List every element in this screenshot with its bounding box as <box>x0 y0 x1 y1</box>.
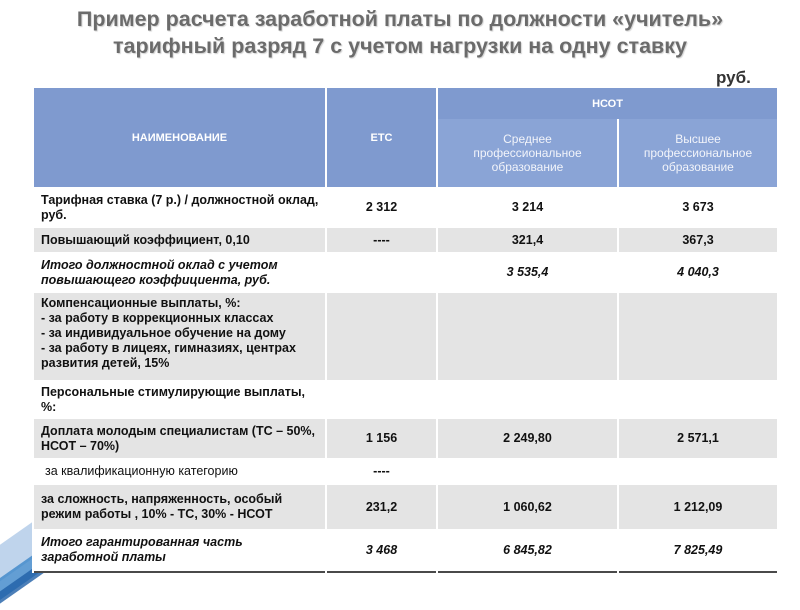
cell-etc: 3 468 <box>326 529 437 572</box>
row-label: Итого гарантированная часть заработной платы <box>33 529 326 572</box>
currency-unit: руб. <box>716 68 751 87</box>
cell-higher: 1 212,09 <box>618 485 778 529</box>
row-label: Персональные стимулирующие выплаты, %: <box>33 380 326 419</box>
cell-etc: ---- <box>326 228 437 252</box>
cell-secondary: 1 060,62 <box>437 485 618 529</box>
header-etc: ЕТС <box>326 88 437 187</box>
cell-etc: 1 156 <box>326 419 437 458</box>
cell-higher: 7 825,49 <box>618 529 778 572</box>
cell-etc: 231,2 <box>326 485 437 529</box>
row-label: Доплата молодым специалистам (ТС – 50%, НСОТ – 70%) <box>33 419 326 458</box>
table-row <box>33 228 778 252</box>
cell-secondary: 6 845,82 <box>437 529 618 572</box>
cell-higher: 367,3 <box>618 228 778 252</box>
cell-etc <box>326 293 437 380</box>
header-higher-education: Высшее профессиональное образование <box>618 119 778 187</box>
header-name: НАИМЕНОВАНИЕ <box>33 88 326 187</box>
table-row <box>33 458 778 485</box>
cell-higher: 4 040,3 <box>618 252 778 293</box>
cell-secondary <box>437 458 618 485</box>
row-label: Итого должностной оклад с учетом повышающего коэффициента, руб. <box>33 252 326 293</box>
cell-higher: 3 673 <box>618 187 778 228</box>
cell-higher: 2 571,1 <box>618 419 778 458</box>
cell-secondary <box>437 380 618 419</box>
row-label: за сложность, напряженность, особый режим работы , 10% - ТС, 30% - НСОТ <box>33 485 326 529</box>
cell-secondary: 321,4 <box>437 228 618 252</box>
cell-secondary: 2 249,80 <box>437 419 618 458</box>
title-line-1: Пример расчета заработной платы по должности «учитель» <box>76 7 724 31</box>
cell-secondary: 3 214 <box>437 187 618 228</box>
slide-title <box>0 6 800 60</box>
cell-secondary <box>437 293 618 380</box>
cell-higher <box>618 293 778 380</box>
row-label: Повышающий коэффициент, 0,10 <box>33 228 326 252</box>
table-row <box>33 419 778 458</box>
cell-higher <box>618 458 778 485</box>
cell-secondary: 3 535,4 <box>437 252 618 293</box>
table-row <box>33 293 778 380</box>
table-row <box>33 529 778 572</box>
row-label: за квалификационную категорию <box>33 458 326 485</box>
cell-etc <box>326 252 437 293</box>
cell-etc: ---- <box>326 458 437 485</box>
table-row <box>33 187 778 228</box>
row-label: Тарифная ставка (7 р.) / должностной оклад, руб. <box>33 187 326 228</box>
cell-etc: 2 312 <box>326 187 437 228</box>
title-line-2: тарифный разряд 7 с учетом нагрузки на одну ставку <box>113 34 687 58</box>
table-row <box>33 380 778 419</box>
table-row <box>33 485 778 529</box>
cell-higher <box>618 380 778 419</box>
table-row <box>33 252 778 293</box>
header-secondary-education: Среднее профессиональное образование <box>437 119 618 187</box>
row-label: Компенсационные выплаты, %: - за работу в коррекционных классах - за индивидуальное обучение на дому - за работу в лицеях, гимназиях, центрах развития детей, 15% <box>33 293 326 380</box>
salary-table <box>32 88 779 573</box>
header-nsot: НСОТ <box>437 88 778 119</box>
cell-etc <box>326 380 437 419</box>
